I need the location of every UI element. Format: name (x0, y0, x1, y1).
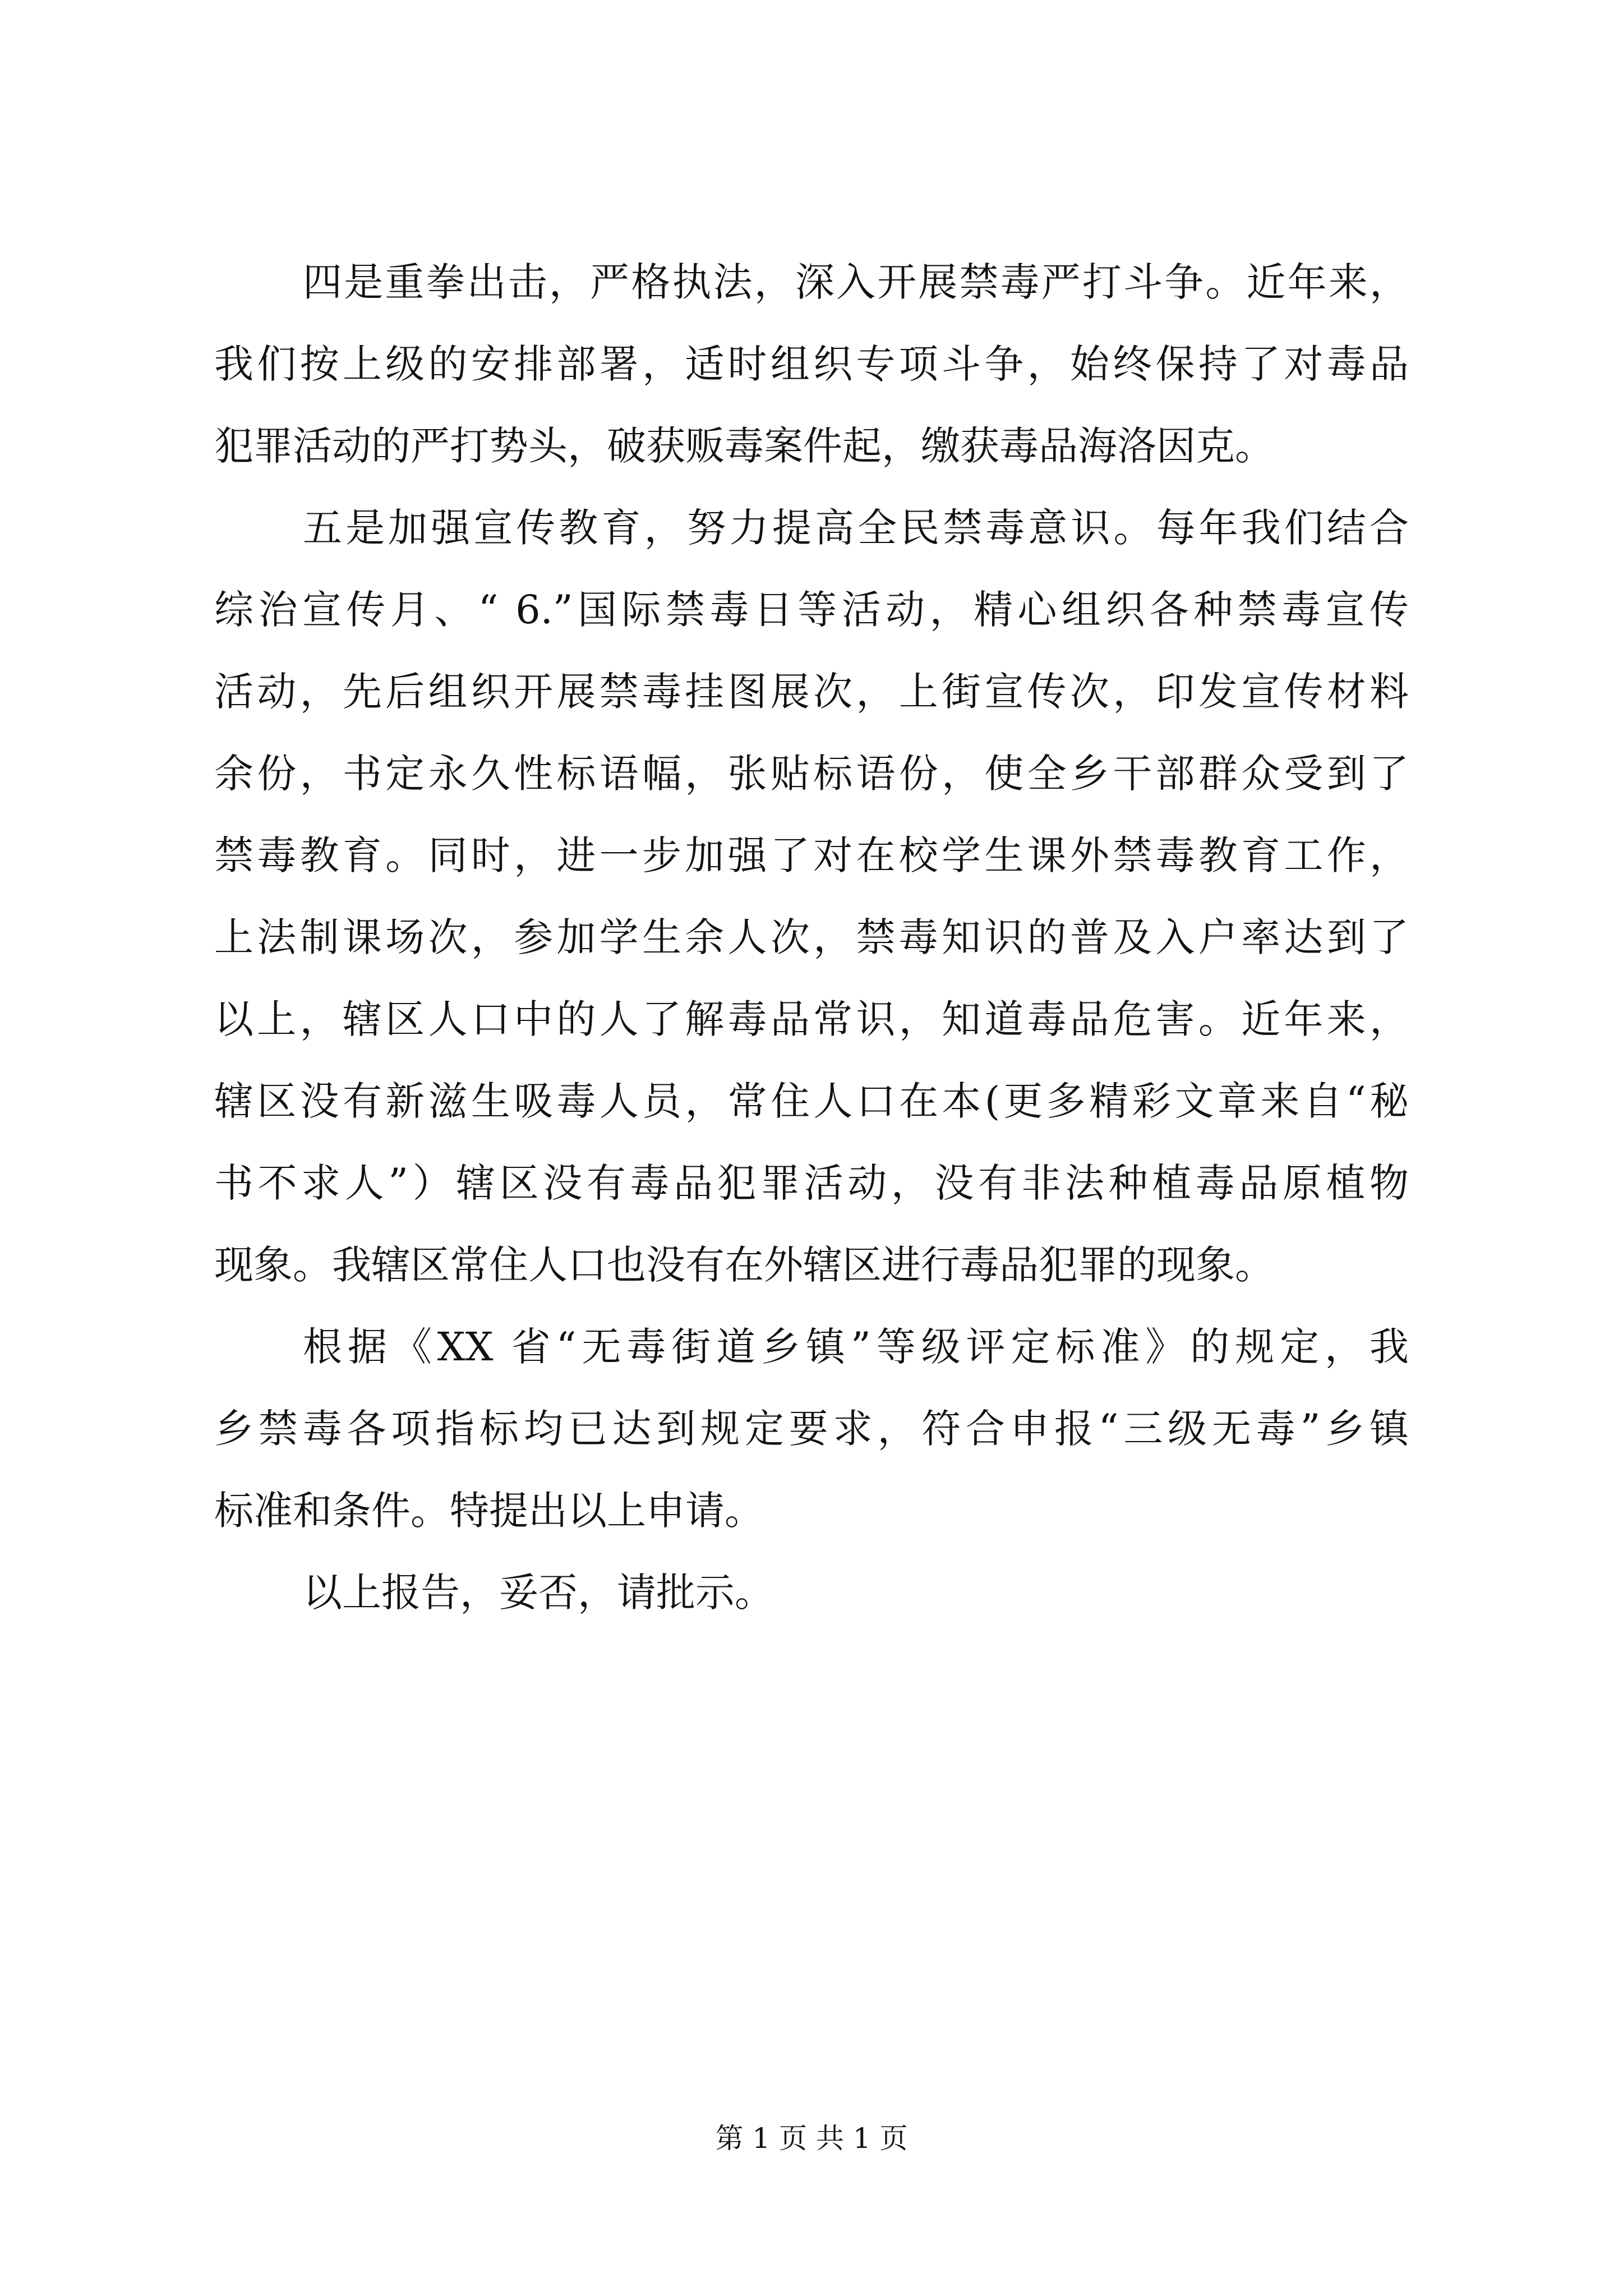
text-line: 四是重拳出击，严格执法，深入开展禁毒严打斗争。近年来， (303, 259, 1409, 305)
text-line: 以上报告，妥否，请批示。 (303, 1570, 774, 1616)
paragraph-closing (214, 1552, 1409, 1634)
text-line: 辖区没有新滋生吸毒人员，常住人口在本(更多精彩文章来自“秘 (214, 1078, 1409, 1124)
text-line: 乡禁毒各项指标均已达到规定要求，符合申报“三级无毒”乡镇 (214, 1406, 1409, 1452)
paragraph-5 (214, 487, 1409, 1306)
paragraph-4 (214, 241, 1409, 487)
text-line: 禁毒教育。同时，进一步加强了对在校学生课外禁毒教育工作， (214, 832, 1409, 878)
text-line: 以上，辖区人口中的人了解毒品常识，知道毒品危害。近年来， (214, 996, 1409, 1042)
text-line: 活动，先后组织开展禁毒挂图展次，上街宣传次，印发宣传材料 (214, 669, 1409, 715)
paragraph-conclusion (214, 1306, 1409, 1552)
text-line: 五是加强宣传教育，努力提高全民禁毒意识。每年我们结合 (303, 505, 1409, 551)
text-line: 标准和条件。特提出以上申请。 (214, 1488, 764, 1534)
text-line: 现象。我辖区常住人口也没有在外辖区进行毒品犯罪的现象。 (214, 1242, 1274, 1288)
text-line: 余份，书定永久性标语幅，张贴标语份，使全乡干部群众受到了 (214, 751, 1409, 797)
text-line: 我们按上级的安排部署，适时组织专项斗争，始终保持了对毒品 (214, 341, 1409, 387)
page-number-footer: 第 1 页 共 1 页 (715, 2122, 908, 2155)
document-body (214, 241, 1409, 1634)
text-line: 综治宣传月、“ 6.”国际禁毒日等活动，精心组织各种禁毒宣传 (214, 587, 1409, 633)
text-line: 犯罪活动的严打势头，破获贩毒案件起，缴获毒品海洛因克。 (214, 423, 1274, 469)
text-line: 根据《XX 省“无毒街道乡镇”等级评定标准》的规定，我 (303, 1324, 1409, 1370)
text-line: 上法制课场次，参加学生余人次，禁毒知识的普及入户率达到了 (214, 914, 1409, 960)
text-line: 书不求人”）辖区没有毒品犯罪活动，没有非法种植毒品原植物 (214, 1160, 1409, 1206)
